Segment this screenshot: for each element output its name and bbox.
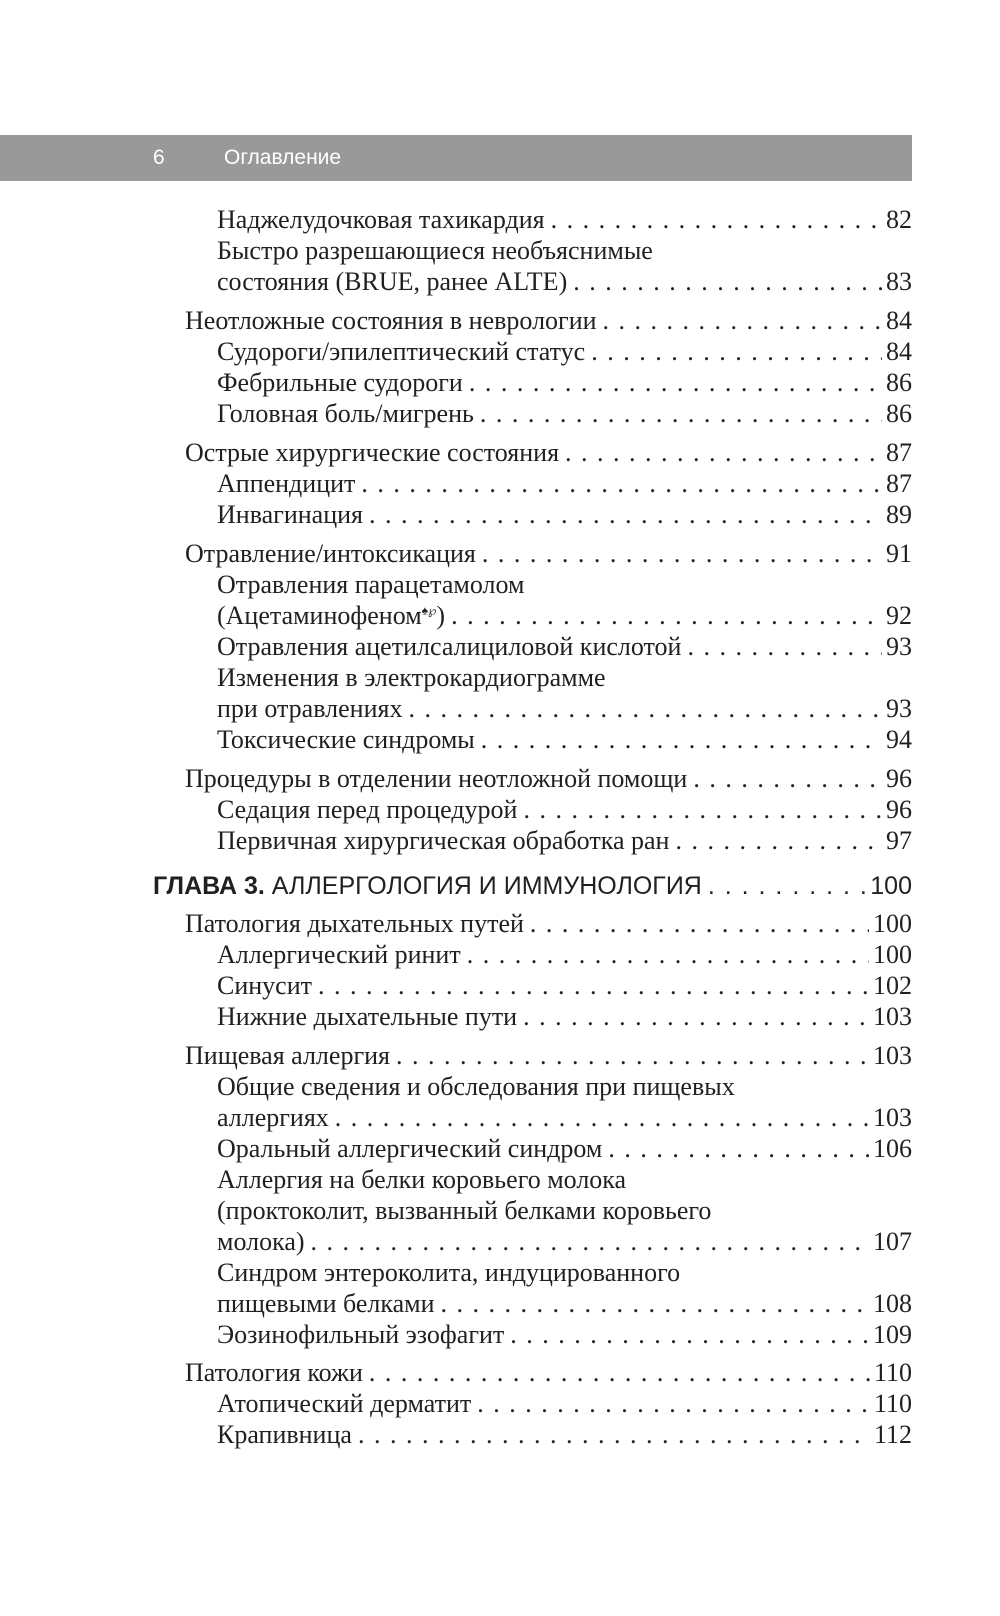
toc-entry-title: Судороги/эпилептический статус: [217, 337, 586, 366]
chapter-name: АЛЛЕРГОЛОГИЯ И ИММУНОЛОГИЯ: [271, 872, 702, 900]
toc-entry-page: 97: [886, 826, 912, 855]
toc-section[interactable]: [185, 1357, 912, 1389]
toc-entry-title: Отравления парацетамолом: [217, 570, 525, 599]
toc-entry-title: (Ацетаминофеном♠℘): [217, 601, 446, 630]
toc-entry[interactable]: [217, 1001, 912, 1033]
toc-entry-title: Аппендицит: [217, 469, 356, 498]
toc-entry[interactable]: [217, 204, 912, 236]
toc-entry[interactable]: [217, 600, 912, 632]
toc-entry[interactable]: [217, 1388, 912, 1420]
toc-section[interactable]: [185, 305, 912, 337]
drug-mark-icon: ♠℘: [421, 603, 437, 618]
dot-leader: [573, 266, 882, 298]
toc-entry-title: аллергиях: [217, 1103, 329, 1132]
toc-entry-title: Отравления ацетилсалициловой кислотой: [217, 632, 682, 661]
dot-leader: [510, 1319, 869, 1351]
dot-leader: [603, 305, 882, 337]
toc-entry-page: 102: [873, 971, 912, 1000]
toc-entry[interactable]: [217, 266, 912, 298]
toc-section-page: 110: [873, 1358, 912, 1387]
toc-entry[interactable]: [217, 939, 912, 971]
toc-section-page: 91: [886, 539, 912, 568]
toc-entry-page: 106: [873, 1134, 912, 1163]
toc-entry-title: Первичная хирургическая обработка ран: [217, 826, 670, 855]
dot-leader: [311, 1226, 869, 1258]
toc-entry-page: 86: [886, 399, 912, 428]
toc-entry-page: 89: [886, 500, 912, 529]
toc-entry-page: 96: [886, 795, 912, 824]
toc-entry-page: 87: [886, 469, 912, 498]
toc-section-page: 84: [886, 306, 912, 335]
dot-leader: [335, 1102, 869, 1134]
dot-leader: [480, 398, 882, 430]
dot-leader: [551, 204, 882, 236]
toc-entry-line[interactable]: [217, 1164, 912, 1196]
toc-entry-line[interactable]: [217, 569, 912, 601]
toc-entry[interactable]: [217, 1102, 912, 1134]
toc-entry[interactable]: [217, 825, 912, 857]
toc-entry[interactable]: [217, 468, 912, 500]
toc-entry-title: Общие сведения и обследования при пищевых: [217, 1072, 735, 1101]
dot-leader: [591, 336, 882, 368]
toc-entry[interactable]: [217, 794, 912, 826]
toc-entry-title: Аллергия на белки коровьего молока: [217, 1165, 627, 1194]
toc-section[interactable]: [185, 538, 912, 570]
toc-section-page: 87: [886, 438, 912, 467]
toc-entry-page: 112: [873, 1420, 912, 1449]
toc-entry-title: пищевыми белками: [217, 1289, 435, 1318]
toc-entry[interactable]: [217, 1226, 912, 1258]
dot-leader: [469, 367, 882, 399]
toc-entry[interactable]: [217, 1288, 912, 1320]
dot-leader: [408, 693, 882, 725]
dot-leader: [318, 970, 869, 1002]
toc-section-title: Процедуры в отделении неотложной помощи: [185, 764, 688, 793]
dot-leader: [523, 794, 882, 826]
toc-entry-line[interactable]: [217, 235, 912, 267]
toc-entry[interactable]: [217, 1133, 912, 1165]
toc-entry-page: 93: [886, 632, 912, 661]
toc-entry[interactable]: [217, 499, 912, 531]
toc-entry-line[interactable]: [217, 1071, 912, 1103]
toc-chapter-title: [153, 870, 702, 902]
toc-section-title: Острые хирургические состояния: [185, 438, 560, 467]
toc-entry[interactable]: [217, 367, 912, 399]
toc-entry-page: 84: [886, 337, 912, 366]
toc-entry-title: Аллергический ринит: [217, 940, 461, 969]
toc-entry[interactable]: [217, 693, 912, 725]
toc-section[interactable]: [185, 763, 912, 795]
toc-section-title: Патология кожи: [185, 1358, 363, 1387]
toc-entry-title: Синдром энтероколита, индуцированного: [217, 1258, 681, 1287]
toc-entry-title: Головная боль/мигрень: [217, 399, 474, 428]
dot-leader: [467, 939, 869, 971]
toc-entry-title: Нижние дыхательные пути: [217, 1002, 518, 1031]
dot-leader: [565, 437, 882, 469]
toc-entry-page: 92: [886, 601, 912, 630]
dot-leader: [481, 724, 882, 756]
chapter-label: ГЛАВА 3.: [153, 872, 265, 900]
toc-entry-title: Синусит: [217, 971, 312, 1000]
toc-section-page: 96: [886, 764, 912, 793]
toc-entry-title: состояния (BRUE, ранее ALTE): [217, 267, 568, 296]
dot-leader: [523, 1001, 869, 1033]
toc-entry-page: 93: [886, 694, 912, 723]
toc-entry-title: Изменения в электрокардиограмме: [217, 663, 606, 692]
toc-section-page: 100: [873, 909, 912, 938]
toc-entry-page: 82: [886, 205, 912, 234]
dot-leader: [396, 1040, 869, 1072]
toc-entry-title: Наджелудочковая тахикардия: [217, 205, 545, 234]
dot-leader: [608, 1133, 869, 1165]
toc-entry-page: 108: [873, 1289, 912, 1318]
toc-entry-title: Быстро разрешающиеся необъяснимые: [217, 236, 653, 265]
toc-entry-line[interactable]: [217, 662, 912, 694]
toc-entry-page: 109: [873, 1320, 912, 1349]
toc-entry-page: 110: [873, 1389, 912, 1418]
toc-entry-title: (проктоколит, вызванный белками коровьего: [217, 1196, 712, 1225]
toc-entry-page: 107: [873, 1227, 912, 1256]
toc-entry[interactable]: [217, 336, 912, 368]
dot-leader: [693, 763, 882, 795]
dot-leader: [708, 870, 866, 902]
toc-section-title: Патология дыхательных путей: [185, 909, 524, 938]
toc-entry-page: 94: [886, 725, 912, 754]
toc-entry[interactable]: [217, 724, 912, 756]
toc-entry[interactable]: [217, 631, 912, 663]
toc-entry-title: Оральный аллергический синдром: [217, 1134, 603, 1163]
toc-entry[interactable]: [217, 1419, 912, 1451]
dot-leader: [441, 1288, 869, 1320]
page-number: 6: [153, 146, 165, 169]
toc-entry-line[interactable]: [217, 1195, 912, 1227]
toc-entry-page: 83: [886, 267, 912, 296]
toc-chapter[interactable]: [153, 870, 912, 902]
toc-entry-title: Эозинофильный эзофагит: [217, 1320, 505, 1349]
toc-entry-title: молока): [217, 1227, 305, 1256]
dot-leader: [361, 468, 882, 500]
toc-section-title: Отравление/интоксикация: [185, 539, 476, 568]
toc-entry[interactable]: [217, 970, 912, 1002]
toc-entry-title: Атопический дерматит: [217, 1389, 472, 1418]
dot-leader: [482, 538, 882, 570]
toc-section[interactable]: [185, 908, 912, 940]
toc-entry-page: 100: [873, 940, 912, 969]
toc-section-page: 103: [873, 1041, 912, 1070]
dot-leader: [477, 1388, 870, 1420]
dot-leader: [530, 908, 869, 940]
toc-entry-title: Фебрильные судороги: [217, 368, 463, 397]
dot-leader: [369, 499, 882, 531]
toc-section[interactable]: [185, 1040, 912, 1072]
toc-entry-title: Седация перед процедурой: [217, 795, 518, 824]
toc-section-title: Неотложные состояния в неврологии: [185, 306, 597, 335]
toc-entry-page: 103: [873, 1002, 912, 1031]
running-header-title: Оглавление: [224, 146, 342, 169]
dot-leader: [358, 1419, 870, 1451]
toc-entry-title: Инвагинация: [217, 500, 363, 529]
dot-leader: [369, 1357, 870, 1389]
toc-entry-page: 103: [873, 1103, 912, 1132]
toc-entry[interactable]: [217, 398, 912, 430]
toc-section[interactable]: [185, 437, 912, 469]
dot-leader: [675, 825, 882, 857]
toc-entry-line[interactable]: [217, 1257, 912, 1289]
dot-leader: [687, 631, 882, 663]
toc-entry-title: Токсические синдромы: [217, 725, 475, 754]
dot-leader: [451, 600, 882, 632]
toc-entry-page: 86: [886, 368, 912, 397]
toc-entry-title: при отравлениях: [217, 694, 403, 723]
toc-section-title: Пищевая аллергия: [185, 1041, 390, 1070]
toc-entry[interactable]: [217, 1319, 912, 1351]
toc-chapter-page: 100: [870, 872, 912, 900]
toc-entry-title: Крапивница: [217, 1420, 352, 1449]
